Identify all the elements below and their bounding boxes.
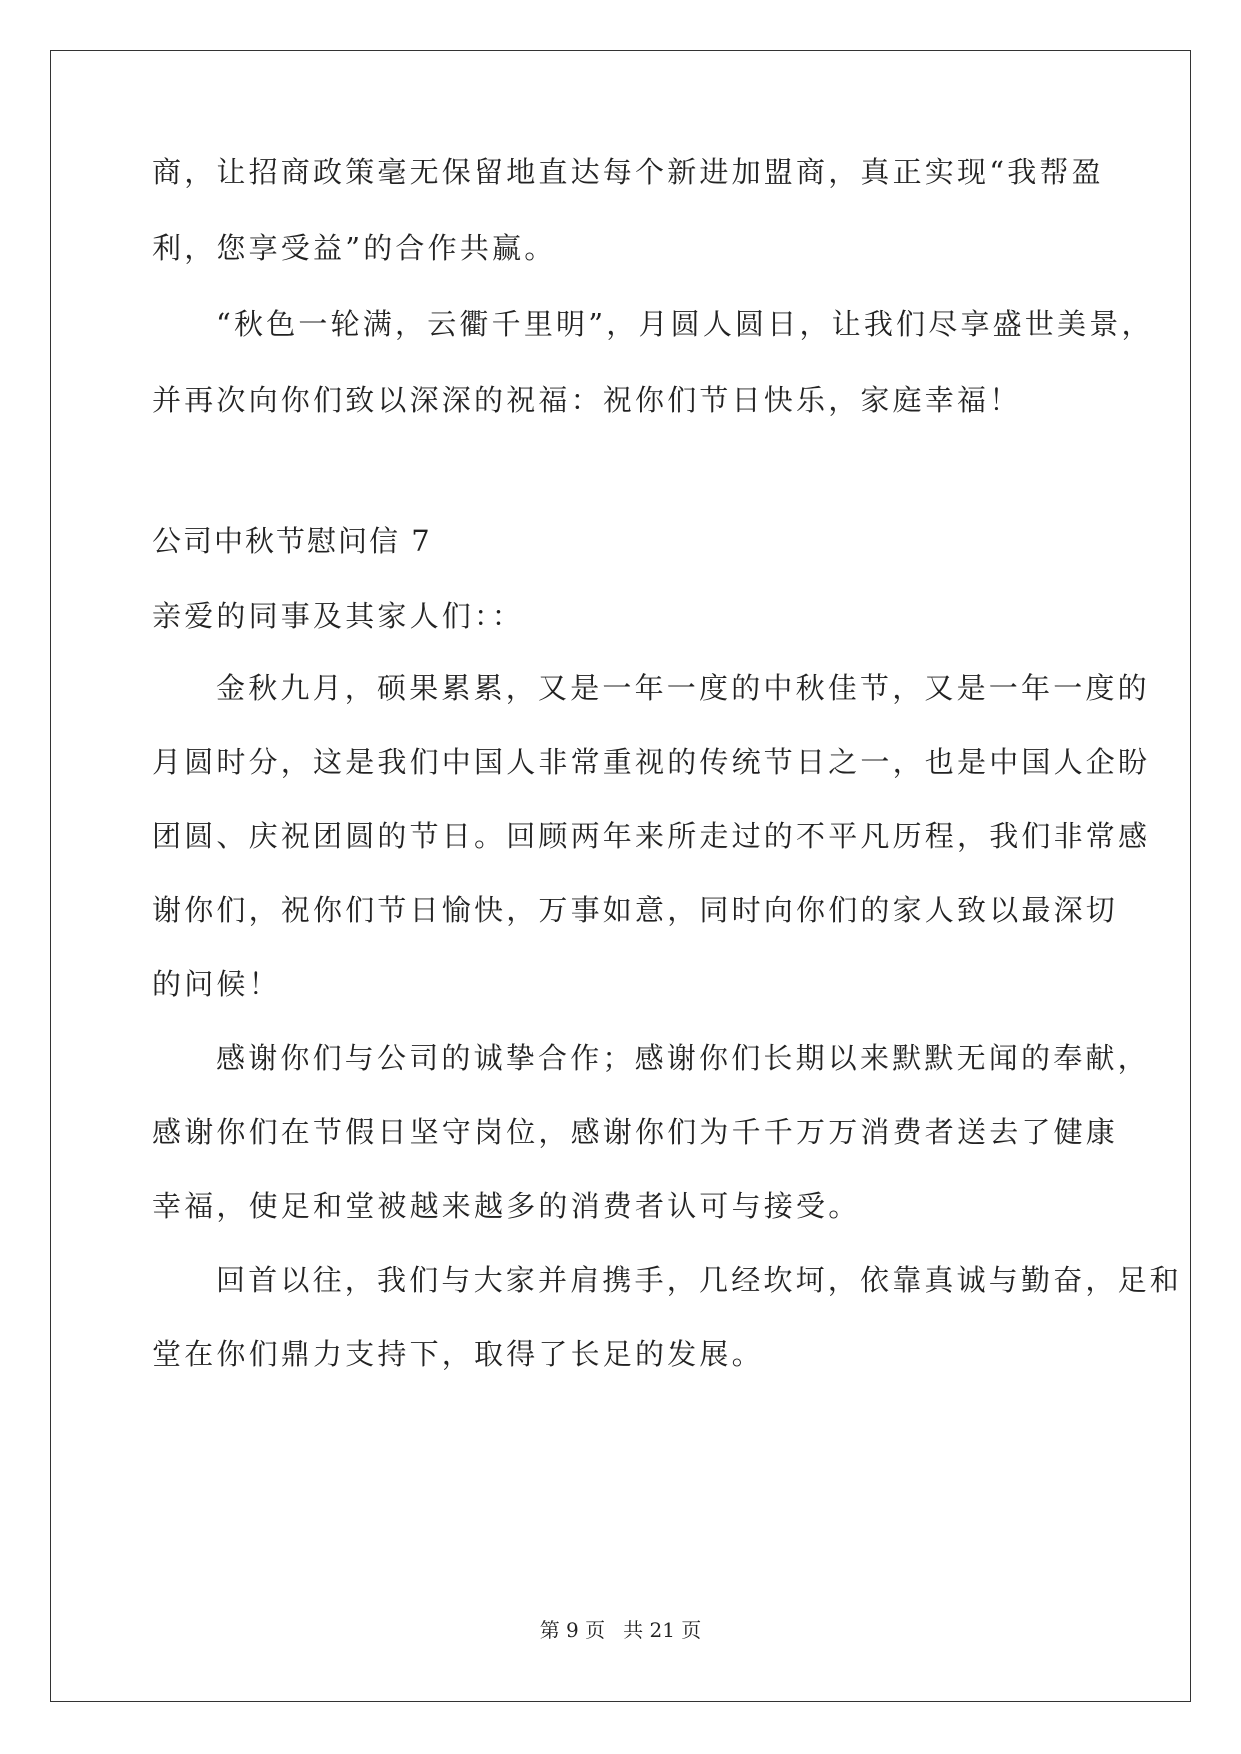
paragraph-line: 幸福，使足和堂被越来越多的消费者认可与接受。 xyxy=(152,1189,861,1223)
page-border xyxy=(50,50,1191,1702)
paragraph-line: 金秋九月，硕果累累，又是一年一度的中秋佳节，又是一年一度的 xyxy=(216,671,1150,705)
paragraph-line: 的问候！ xyxy=(152,967,281,1001)
paragraph-line: 团圆、庆祝团圆的节日。回顾两年来所走过的不平凡历程，我们非常感 xyxy=(152,819,1151,853)
paragraph-line: 月圆时分，这是我们中国人非常重视的传统节日之一，也是中国人企盼 xyxy=(152,745,1151,779)
salutation: 亲爱的同事及其家人们：： xyxy=(152,599,524,633)
paragraph-line: 回首以往，我们与大家并肩携手，几经坎坷，依靠真诚与勤奋，足和 xyxy=(216,1263,1183,1297)
paragraph-line: “秋色一轮满，云衢千里明”，月圆人圆日，让我们尽享盛世美景， xyxy=(216,307,1154,341)
section-title: 公司中秋节慰问信 7 xyxy=(152,524,432,558)
page-number: 第 9 页 xyxy=(539,1618,606,1642)
paragraph-line: 感谢你们与公司的诚挚合作；感谢你们长期以来默默无闻的奉献， xyxy=(216,1041,1150,1075)
paragraph-line: 利，您享受益”的合作共赢。 xyxy=(152,231,557,265)
page-total: 共 21 页 xyxy=(623,1618,702,1642)
page-footer xyxy=(0,1614,1241,1643)
paragraph-line: 并再次向你们致以深深的祝福：祝你们节日快乐，家庭幸福！ xyxy=(152,383,1022,417)
paragraph-line: 堂在你们鼎力支持下，取得了长足的发展。 xyxy=(152,1337,764,1371)
paragraph-line: 商，让招商政策毫无保留地直达每个新进加盟商，真正实现“我帮盈 xyxy=(152,155,1104,189)
paragraph-line: 感谢你们在节假日坚守岗位，感谢你们为千千万万消费者送去了健康 xyxy=(152,1115,1119,1149)
paragraph-line: 谢你们，祝你们节日愉快，万事如意，同时向你们的家人致以最深切 xyxy=(152,893,1119,927)
